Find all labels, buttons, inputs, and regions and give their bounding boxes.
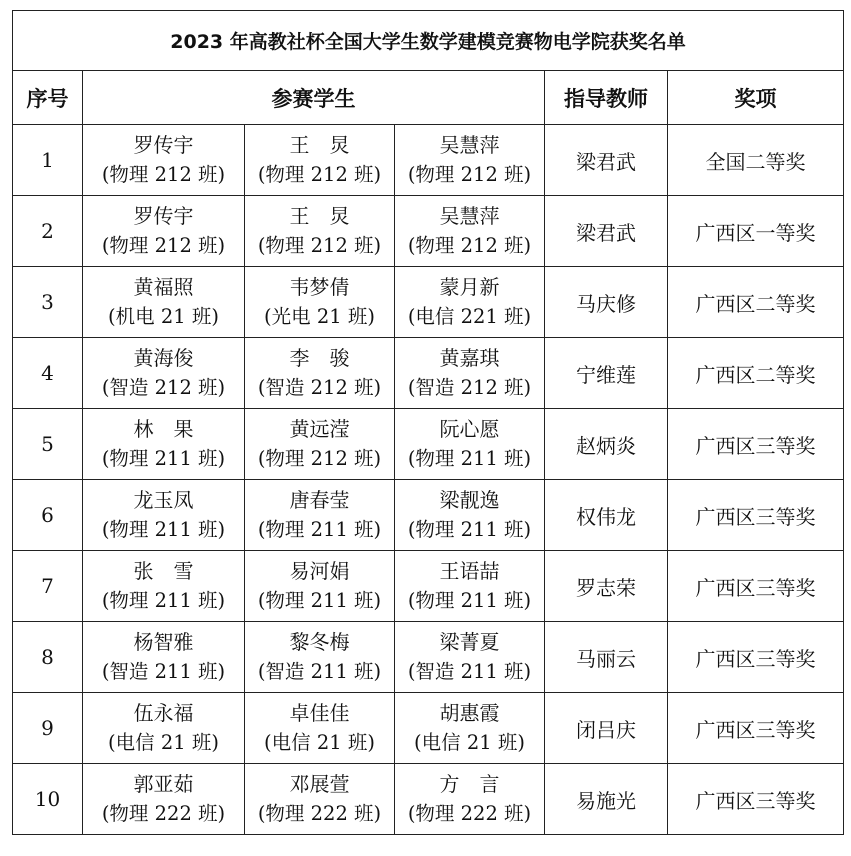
student-name: 阮心愿 [439,417,500,441]
student-name: 黄远滢 [289,417,350,441]
row-index: 4 [13,338,83,409]
student-cell [395,622,545,693]
student-cell [395,480,545,551]
advisor-cell: 马庆修 [545,267,668,338]
table-row [13,409,844,480]
student-name: 方 言 [439,772,500,796]
advisor-cell: 马丽云 [545,622,668,693]
student-cell [245,338,395,409]
table-row [13,622,844,693]
advisor-cell: 闭吕庆 [545,693,668,764]
header-row [13,71,844,125]
student-cell [83,338,245,409]
student-name: 黎冬梅 [289,630,350,654]
row-index: 3 [13,267,83,338]
student-class: (智造 211 班) [101,660,226,683]
student-class: (物理 212 班) [257,234,382,257]
student-name: 张 雪 [133,559,194,583]
student-cell [83,693,245,764]
student-name: 韦梦倩 [289,275,350,299]
student-class: (物理 211 班) [101,447,226,470]
student-cell [83,196,245,267]
student-name: 杨智雅 [133,630,194,654]
student-name: 黄海俊 [133,346,194,370]
student-cell [83,622,245,693]
student-class: (智造 212 班) [407,376,532,399]
student-class: (物理 222 班) [407,802,532,825]
student-name: 吴慧萍 [439,133,500,157]
student-class: (物理 211 班) [407,518,532,541]
student-cell [395,338,545,409]
student-cell [395,125,545,196]
student-class: (物理 212 班) [407,234,532,257]
student-class: (物理 211 班) [407,447,532,470]
student-class: (物理 211 班) [101,589,226,612]
table-row [13,267,844,338]
award-cell: 广西区三等奖 [668,409,844,480]
student-name: 王 炅 [289,133,350,157]
student-name: 胡惠霞 [439,701,500,725]
student-name: 林 果 [133,417,194,441]
row-index: 10 [13,764,83,835]
awards-table [12,10,844,835]
student-cell [395,551,545,622]
row-index: 7 [13,551,83,622]
student-class: (电信 221 班) [407,305,532,328]
student-cell [395,693,545,764]
student-cell [245,551,395,622]
student-class: (物理 222 班) [101,802,226,825]
table-row [13,551,844,622]
awards-table-body [13,11,844,835]
student-cell [395,409,545,480]
student-name: 龙玉凤 [133,488,194,512]
student-cell [395,267,545,338]
student-class: (物理 211 班) [407,589,532,612]
student-name: 蒙月新 [439,275,500,299]
header-index: 序号 [13,71,83,125]
advisor-cell: 权伟龙 [545,480,668,551]
advisor-cell: 易施光 [545,764,668,835]
advisor-cell: 梁君武 [545,196,668,267]
student-class: (物理 211 班) [257,589,382,612]
student-name: 罗传宇 [133,204,194,228]
student-name: 梁菁夏 [439,630,500,654]
row-index: 8 [13,622,83,693]
student-class: (机电 21 班) [108,305,219,328]
student-name: 卓佳佳 [289,701,350,725]
advisor-cell: 宁维莲 [545,338,668,409]
student-name: 邓展萱 [289,772,350,796]
student-class: (电信 21 班) [414,731,525,754]
student-class: (物理 212 班) [257,163,382,186]
title-row [13,11,844,71]
row-index: 6 [13,480,83,551]
student-cell [245,764,395,835]
award-cell: 广西区一等奖 [668,196,844,267]
student-name: 李 骏 [289,346,350,370]
row-index: 1 [13,125,83,196]
student-class: (物理 211 班) [101,518,226,541]
student-cell [83,551,245,622]
student-class: (智造 211 班) [257,660,382,683]
award-cell: 广西区三等奖 [668,551,844,622]
award-cell: 广西区二等奖 [668,338,844,409]
student-name: 梁靓逸 [439,488,500,512]
award-cell: 广西区三等奖 [668,693,844,764]
advisor-cell: 梁君武 [545,125,668,196]
student-cell [395,196,545,267]
student-name: 唐春莹 [289,488,350,512]
student-class: (智造 212 班) [101,376,226,399]
table-row [13,338,844,409]
award-cell: 广西区三等奖 [668,622,844,693]
award-cell: 全国二等奖 [668,125,844,196]
header-students: 参赛学生 [83,71,545,125]
table-row [13,196,844,267]
table-row [13,693,844,764]
student-class: (物理 212 班) [407,163,532,186]
row-index: 2 [13,196,83,267]
student-class: (物理 211 班) [257,518,382,541]
student-class: (物理 212 班) [101,234,226,257]
student-cell [245,409,395,480]
student-name: 吴慧萍 [439,204,500,228]
table-row [13,480,844,551]
student-class: (物理 212 班) [101,163,226,186]
award-cell: 广西区三等奖 [668,764,844,835]
award-cell: 广西区三等奖 [668,480,844,551]
student-class: (智造 211 班) [407,660,532,683]
table-title: 2023 年高教社杯全国大学生数学建模竞赛物电学院获奖名单 [13,11,844,71]
student-name: 王 炅 [289,204,350,228]
award-cell: 广西区二等奖 [668,267,844,338]
row-index: 5 [13,409,83,480]
student-cell [395,764,545,835]
student-cell [83,409,245,480]
student-cell [83,764,245,835]
student-name: 黄福照 [133,275,194,299]
row-index: 9 [13,693,83,764]
student-cell [83,480,245,551]
header-award: 奖项 [668,71,844,125]
student-name: 郭亚茹 [133,772,194,796]
student-name: 黄嘉琪 [439,346,500,370]
student-name: 伍永福 [133,701,194,725]
student-cell [83,267,245,338]
student-name: 王语喆 [439,559,500,583]
student-cell [245,622,395,693]
student-cell [245,125,395,196]
student-name: 罗传宇 [133,133,194,157]
table-row [13,764,844,835]
student-cell [245,693,395,764]
advisor-cell: 罗志荣 [545,551,668,622]
student-cell [245,267,395,338]
student-class: (光电 21 班) [264,305,375,328]
student-class: (物理 222 班) [257,802,382,825]
student-cell [245,196,395,267]
table-row [13,125,844,196]
student-class: (电信 21 班) [264,731,375,754]
student-cell [83,125,245,196]
header-advisor: 指导教师 [545,71,668,125]
student-name: 易河娟 [289,559,350,583]
student-class: (电信 21 班) [108,731,219,754]
student-class: (智造 212 班) [257,376,382,399]
advisor-cell: 赵炳炎 [545,409,668,480]
student-cell [245,480,395,551]
student-class: (物理 212 班) [257,447,382,470]
